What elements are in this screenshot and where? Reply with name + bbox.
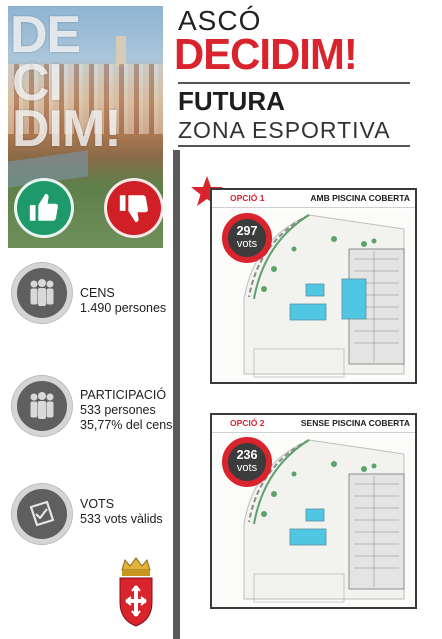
page-title: DECIDIM! (174, 30, 357, 79)
vertical-divider (173, 150, 180, 639)
subtitle-divider (178, 145, 410, 147)
collage-word-line-2: CI (12, 54, 62, 112)
option-2-description: SENSE PISCINA COBERTA (300, 418, 410, 428)
census-stat (80, 286, 166, 316)
option-1-votes-count: 297 (236, 224, 258, 238)
option-1-votes-badge (222, 213, 272, 263)
collage-word-line-1: DE (10, 6, 81, 64)
option-2-votes-unit: vots (236, 462, 258, 474)
subtitle-bold: FUTURA (178, 86, 285, 116)
participation-people: 533 persones (80, 403, 156, 417)
castle-tower (116, 36, 126, 66)
option-1-label: OPCIÓ 1 (230, 193, 265, 203)
participation-stat (80, 388, 172, 433)
option-2-label: OPCIÓ 2 (230, 418, 265, 428)
participation-people-icon (12, 376, 72, 436)
subtitle: ZONA ESPORTIVA (178, 117, 391, 143)
town-coat-of-arms-icon (116, 556, 156, 628)
participation-percent: 35,77% del cens (80, 418, 173, 432)
decidim-photo-collage (8, 6, 163, 248)
option-1-header (212, 190, 415, 208)
votes-label: VOTS (80, 497, 115, 511)
census-value: 1.490 persones (80, 301, 167, 315)
option-2-votes-badge (222, 437, 272, 487)
title-divider (178, 82, 410, 84)
town-name: ASCÓ (178, 5, 262, 36)
ballot-icon (12, 484, 72, 544)
option-1-votes-unit: vots (236, 238, 258, 250)
votes-stat (80, 497, 163, 527)
participation-label: PARTICIPACIÓ (80, 388, 167, 402)
votes-valid: 533 vots vàlids (80, 512, 163, 526)
thumbs-down-icon (104, 178, 163, 238)
census-label: CENS (80, 286, 115, 300)
option-2-header (212, 415, 415, 433)
thumbs-up-icon (14, 178, 74, 238)
option-1-description: AMB PISCINA COBERTA (310, 193, 410, 203)
option-2-votes-count: 236 (236, 448, 258, 462)
collage-word-line-3: DIM! (12, 100, 121, 158)
census-people-icon (12, 263, 72, 323)
